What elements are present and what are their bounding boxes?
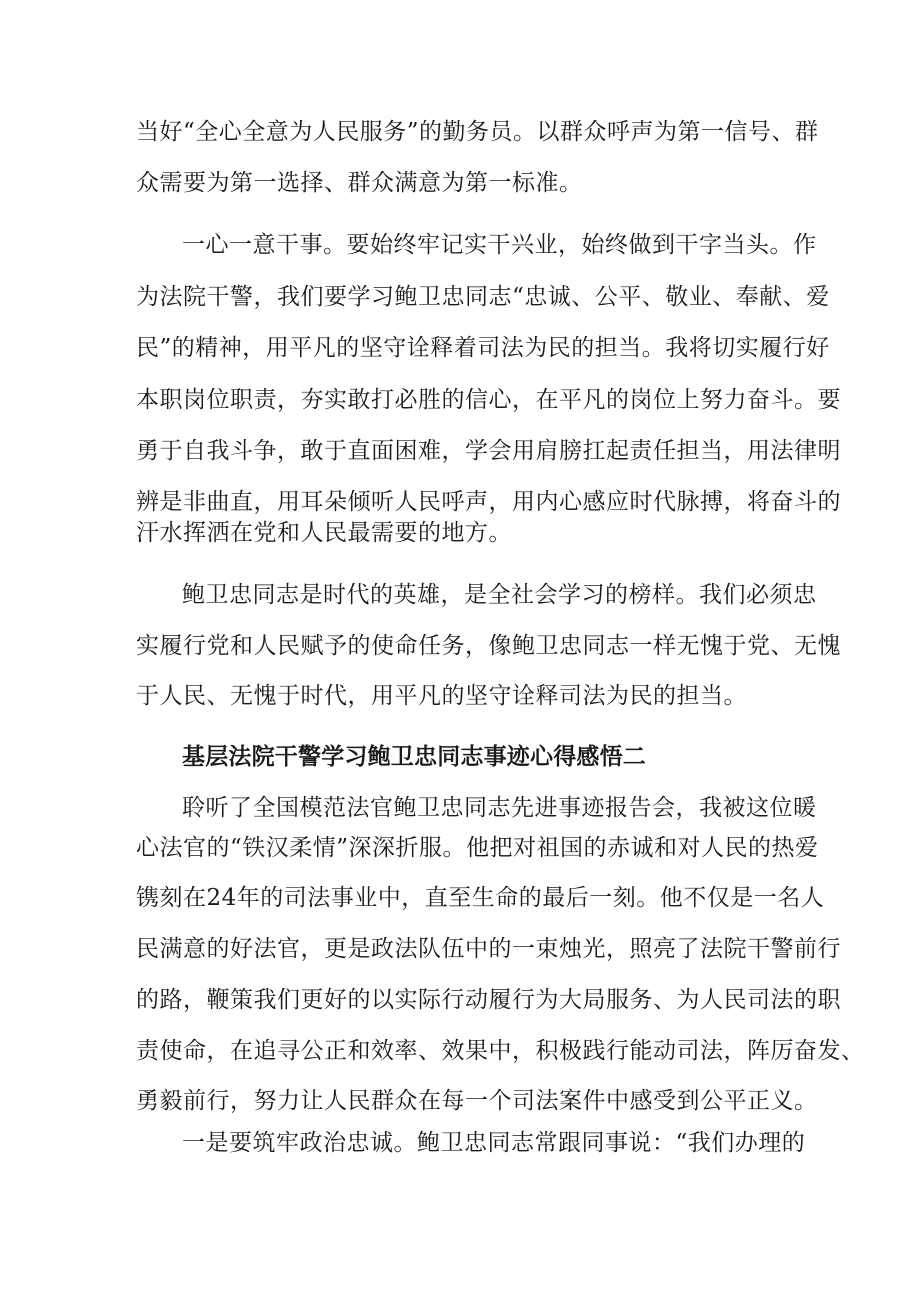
paragraph-line: 鲍卫忠同志是时代的英雄，是全社会学习的榜样。我们必须忠 — [182, 582, 817, 608]
paragraph-line: 众需要为第一选择、群众满意为第一标准。 — [136, 170, 583, 196]
paragraph-line: 勇毅前行，努力让人民群众在每一个司法案件中感受到公平正义。 — [136, 1088, 818, 1114]
paragraph-line: 一是要筑牢政治忠诚。鲍卫忠同志常跟同事说：“我们办理的 — [182, 1130, 806, 1156]
paragraph-line: 为法院干警，我们要学习鲍卫忠同志“忠诚、公平、敬业、奉献、爱 — [136, 284, 830, 310]
paragraph-line: 心法官的“铁汉柔情”深深折服。他把对祖国的赤诚和对人民的热爱 — [136, 835, 819, 861]
paragraph-line: 民”的精神，用平凡的坚守诠释着司法为民的担当。我将切实履行好 — [136, 335, 830, 361]
paragraph-line: 实履行党和人民赋予的使命任务，像鲍卫忠同志一样无愧于党、无愧 — [136, 633, 841, 659]
paragraph-line: 责使命，在追寻公正和效率、效果中，积极践行能动司法，阵厉奋发、 — [136, 1038, 865, 1064]
paragraph-line: 一心一意干事。要始终牢记实干兴业，始终做到干字当头。作 — [182, 232, 817, 258]
paragraph-line: 勇于自我斗争，敢于直面困难，学会用肩膀扛起责任担当，用法律明 — [136, 438, 841, 464]
paragraph-line: 辨是非曲直，用耳朵倾听人民呼声，用内心感应时代脉搏，将奋斗的 — [136, 489, 841, 515]
paragraph-line: 镌刻在24年的司法事业中，直至生命的最后一刻。他不仅是一名人 — [136, 885, 825, 911]
paragraph-line: 于人民、无愧于时代，用平凡的坚守诠释司法为民的担当。 — [136, 683, 747, 709]
paragraph-line: 民满意的好法官，更是政法队伍中的一束烛光，照亮了法院干警前行 — [136, 936, 841, 962]
paragraph-line: 当好“全心全意为人民服务”的勤务员。以群众呼声为第一信号、群 — [136, 119, 819, 145]
paragraph-line: 聆听了全国模范法官鲍卫忠同志先进事迹报告会，我被这位暖 — [182, 795, 817, 821]
paragraph-line: 本职岗位职责，夯实敢打必胜的信心，在平凡的岗位上努力奋斗。要 — [136, 387, 841, 413]
paragraph-line: 汗水挥洒在党和人民最需要的地方。 — [136, 520, 512, 546]
section-heading: 基层法院干警学习鲍卫忠同志事迹心得感悟二 — [182, 744, 646, 770]
paragraph-line: 的路，鞭策我们更好的以实际行动履行为大局服务、为人民司法的职 — [136, 987, 841, 1013]
